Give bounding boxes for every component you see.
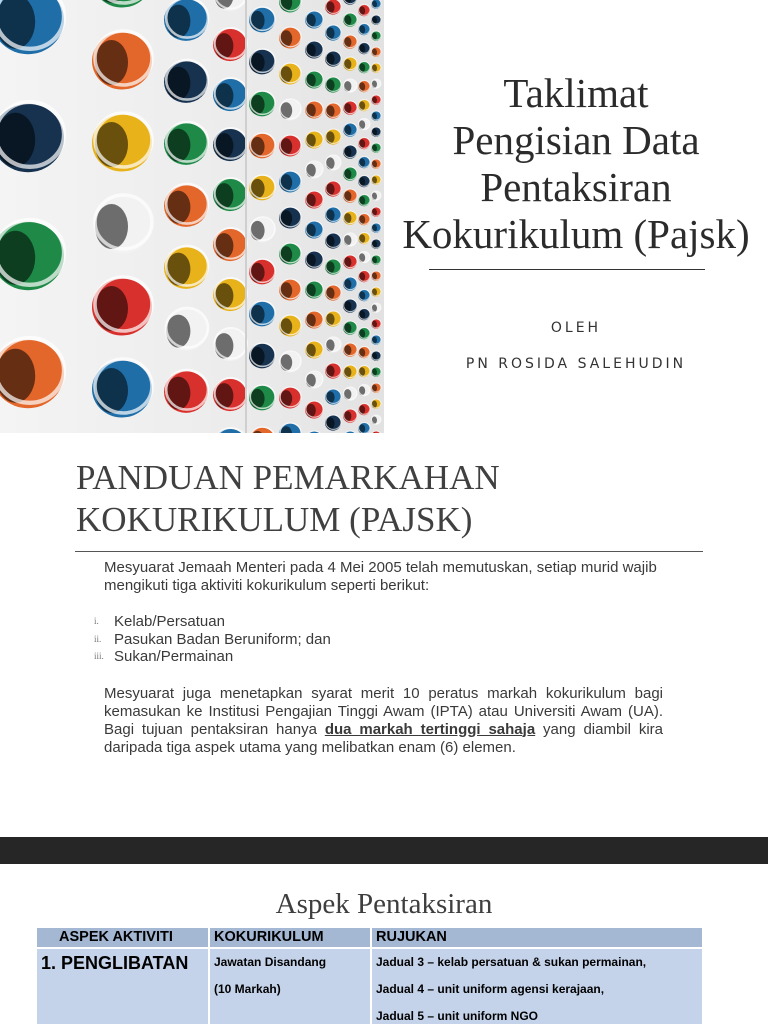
- guide-body: [94, 559, 664, 757]
- hole-dot: [305, 101, 323, 119]
- hole-dot: [325, 311, 341, 327]
- list-text: Sukan/Permainan: [114, 648, 234, 665]
- hole-dot: [279, 99, 301, 120]
- hole-dot: [371, 15, 381, 25]
- hole-dot: [371, 415, 381, 425]
- hole-dot: [279, 351, 301, 372]
- hole-dot: [343, 57, 357, 71]
- hole-dot: [249, 259, 275, 284]
- hole-dot: [343, 365, 357, 379]
- hole-dot: [325, 0, 341, 15]
- hole-dot: [325, 51, 341, 67]
- hole-dot: [371, 47, 381, 57]
- para2-text-before: Mesyuarat juga menetapkan syarat merit 10 peratus markah kokurikulum bagi kemasukan ke Institusi Pengajian Tinggi Awam (IPTA) atau Universiti Awam (UA). Bagi tujuan pentaksiran hanya: [104, 684, 663, 738]
- hole-dot: [279, 315, 301, 336]
- list-number: i.: [94, 616, 99, 626]
- hole-dot: [325, 103, 341, 119]
- list-text: Kelab/Persatuan: [114, 613, 225, 630]
- hole-dot: [213, 178, 247, 211]
- hole-dot: [358, 214, 370, 226]
- assessment-title: Aspek Pentaksiran: [275, 888, 493, 920]
- hole-dot: [343, 167, 357, 181]
- assessment-slide: [0, 864, 768, 1024]
- hole-dot: [371, 383, 381, 393]
- hole-dot: [371, 335, 381, 345]
- hole-dot: [343, 233, 357, 247]
- hole-dot: [343, 101, 357, 115]
- hole-dot: [279, 63, 301, 84]
- hole-dot: [279, 279, 301, 300]
- hole-dot: [343, 299, 357, 313]
- para2-text-after: yang diambil kira daripada tiga aspek utama yang melibatkan enam (6) elemen.: [104, 720, 664, 756]
- hole-dot: [279, 171, 301, 192]
- list-number: ii.: [94, 633, 102, 644]
- title-line: Pentaksiran: [480, 164, 672, 210]
- hole-dot: [279, 27, 301, 48]
- hole-dot: [371, 287, 381, 297]
- hole-dot: [325, 285, 341, 301]
- hole-dot: [371, 255, 381, 265]
- hole-dot: [164, 370, 208, 413]
- hole-dot: [305, 191, 323, 209]
- cell-line: Jadual 3 – kelab persatuan & sukan permainan,: [376, 955, 647, 969]
- hole-dot: [164, 184, 208, 227]
- hole-dot: [358, 100, 370, 112]
- hole-dot: [325, 155, 341, 171]
- hole-dot: [325, 233, 341, 249]
- guide-slide: [0, 433, 768, 837]
- author-by-label: OLEH: [550, 320, 602, 336]
- hole-dot: [92, 195, 152, 254]
- hole-dot: [279, 135, 301, 156]
- hole-dot: [371, 143, 381, 153]
- hole-dot: [371, 31, 381, 41]
- hole-dot: [92, 359, 152, 418]
- cell-aspect: 1. PENGLIBATAN: [37, 948, 209, 1024]
- hole-dot: [249, 91, 275, 116]
- header-aspect: ASPEK AKTIVITI: [37, 928, 209, 948]
- hole-dot: [305, 401, 323, 419]
- para2-emphasis: dua markah tertinggi sahaja: [324, 720, 536, 738]
- hole-dot: [358, 366, 370, 378]
- hole-dot: [371, 63, 381, 73]
- hole-dot: [371, 271, 381, 281]
- hole-dot: [371, 351, 381, 361]
- hole-dot: [213, 28, 247, 61]
- hole-dot: [164, 308, 208, 351]
- title-slide: [0, 0, 768, 433]
- hole-dot: [325, 129, 341, 145]
- hole-dot: [358, 81, 370, 93]
- hole-dot: [249, 49, 275, 74]
- cell-line: Jawatan Disandang: [214, 955, 327, 969]
- title-line: Pengisian Data: [452, 117, 700, 163]
- hole-dot: [164, 246, 208, 289]
- hole-dot: [358, 423, 370, 434]
- cell-line: Jadual 4 – unit uniform agensi kerajaan,: [376, 982, 605, 996]
- hole-dot: [371, 191, 381, 201]
- hole-dot: [371, 159, 381, 169]
- hole-dot: [343, 189, 357, 203]
- guide-intro: Mesyuarat Jemaah Menteri pada 4 Mei 2005 telah memutuskan, setiap murid wajib mengikuti tiga aktiviti kokurikulum seperti berikut:: [104, 559, 657, 594]
- hole-dot: [358, 176, 370, 188]
- hole-dot: [305, 11, 323, 29]
- hole-dot: [249, 7, 275, 32]
- hole-dot: [358, 233, 370, 245]
- cell-line: (10 Markah): [214, 982, 281, 996]
- hole-dot: [305, 371, 323, 389]
- hole-dot: [358, 385, 370, 397]
- cell-line: Jadual 5 – unit uniform NGO: [376, 1009, 539, 1023]
- assessment-table: [37, 928, 704, 1024]
- hole-dot: [343, 255, 357, 269]
- hole-dot: [249, 385, 275, 410]
- hole-dot: [325, 337, 341, 353]
- hole-dot: [305, 71, 323, 89]
- hole-dot: [249, 133, 275, 158]
- hole-dot: [325, 181, 341, 197]
- hole-dot: [371, 399, 381, 409]
- hole-dot: [358, 404, 370, 416]
- hole-dot: [343, 123, 357, 137]
- hole-dot: [325, 389, 341, 405]
- hole-dot: [305, 311, 323, 329]
- hole-dot: [371, 319, 381, 329]
- hole-dot: [371, 127, 381, 137]
- author-name: PN ROSIDA SALEHUDIN: [465, 356, 687, 372]
- hole-dot: [213, 228, 247, 261]
- list-number: iii.: [94, 651, 104, 661]
- hole-dot: [358, 119, 370, 131]
- title-line: Kokurikulum (Pajsk): [402, 211, 750, 257]
- hole-dot: [92, 31, 152, 90]
- hole-dot: [305, 281, 323, 299]
- hole-dot: [371, 175, 381, 185]
- hole-dot: [305, 341, 323, 359]
- hole-dot: [358, 347, 370, 359]
- hole-dot: [325, 363, 341, 379]
- hole-dot: [325, 259, 341, 275]
- hole-dot: [371, 207, 381, 217]
- table-row: [37, 948, 703, 1024]
- hole-dot: [213, 278, 247, 311]
- hole-dot: [343, 387, 357, 401]
- hole-dot: [371, 239, 381, 249]
- hole-dot: [358, 309, 370, 321]
- hole-dot: [305, 251, 323, 269]
- hole-dot: [164, 0, 208, 41]
- hole-dot: [343, 321, 357, 335]
- hole-dot: [371, 303, 381, 313]
- guide-title-line: PANDUAN PEMARKAHAN: [76, 458, 500, 497]
- perforated-wall-photo: [0, 0, 384, 433]
- hole-dot: [358, 252, 370, 264]
- header-cocurriculum: KOKURIKULUM: [209, 928, 371, 948]
- hole-dot: [343, 145, 357, 159]
- hole-dot: [213, 128, 247, 161]
- cell-reference: [371, 948, 703, 1024]
- table-header-row: [37, 928, 703, 948]
- hole-dot: [358, 195, 370, 207]
- title-divider: [429, 269, 705, 270]
- hole-dot: [164, 60, 208, 103]
- hole-dot: [325, 415, 341, 431]
- hole-dot: [305, 161, 323, 179]
- title-block: [384, 0, 768, 433]
- cell-cocurriculum: [209, 948, 371, 1024]
- hole-dot: [343, 409, 357, 423]
- hole-dot: [279, 243, 301, 264]
- hole-dot: [358, 43, 370, 55]
- hole-dot: [249, 301, 275, 326]
- hole-dot: [358, 4, 370, 16]
- hole-dot: [343, 343, 357, 357]
- hole-dot: [92, 277, 152, 336]
- hole-dot: [279, 207, 301, 228]
- hole-dot: [305, 41, 323, 59]
- guide-paragraph-2: [104, 685, 663, 757]
- header-reference: RUJUKAN: [371, 928, 703, 948]
- hole-dot: [358, 271, 370, 283]
- hole-dot: [92, 113, 152, 172]
- hole-dot: [371, 95, 381, 105]
- hole-dot: [279, 387, 301, 408]
- hole-dot: [371, 367, 381, 377]
- hole-dot: [325, 77, 341, 93]
- hole-dot: [213, 328, 247, 361]
- hole-dot: [358, 138, 370, 150]
- hole-dot: [249, 217, 275, 242]
- hole-dot: [343, 35, 357, 49]
- hole-dot: [358, 290, 370, 302]
- hole-dot: [325, 207, 341, 223]
- hole-dot: [358, 328, 370, 340]
- hole-dot: [213, 378, 247, 411]
- hole-dot: [358, 62, 370, 74]
- hole-dot: [164, 122, 208, 165]
- hole-dot: [343, 13, 357, 27]
- perforated-wall-image: [0, 0, 384, 433]
- presentation-title: [384, 70, 768, 258]
- guide-title-line: KOKURIKULUM (PAJSK): [76, 500, 473, 539]
- hole-dot: [249, 175, 275, 200]
- hole-dot: [371, 223, 381, 233]
- guide-divider: [75, 551, 703, 552]
- list-item: [94, 630, 663, 649]
- hole-dot: [371, 111, 381, 121]
- hole-dot: [305, 221, 323, 239]
- list-text: Pasukan Badan Beruniform; dan: [114, 630, 331, 648]
- title-line: Taklimat: [503, 70, 649, 116]
- slide-separator: [0, 837, 768, 864]
- hole-dot: [343, 211, 357, 225]
- hole-dot: [343, 277, 357, 291]
- list-item: [94, 613, 663, 631]
- hole-dot: [358, 24, 370, 36]
- hole-dot: [371, 79, 381, 89]
- list-item: [94, 648, 663, 666]
- hole-dot: [305, 131, 323, 149]
- hole-dot: [213, 78, 247, 111]
- hole-dot: [325, 25, 341, 41]
- activity-list: [94, 613, 663, 666]
- hole-dot: [343, 79, 357, 93]
- guide-title: [76, 457, 696, 541]
- hole-dot: [358, 157, 370, 169]
- hole-dot: [249, 343, 275, 368]
